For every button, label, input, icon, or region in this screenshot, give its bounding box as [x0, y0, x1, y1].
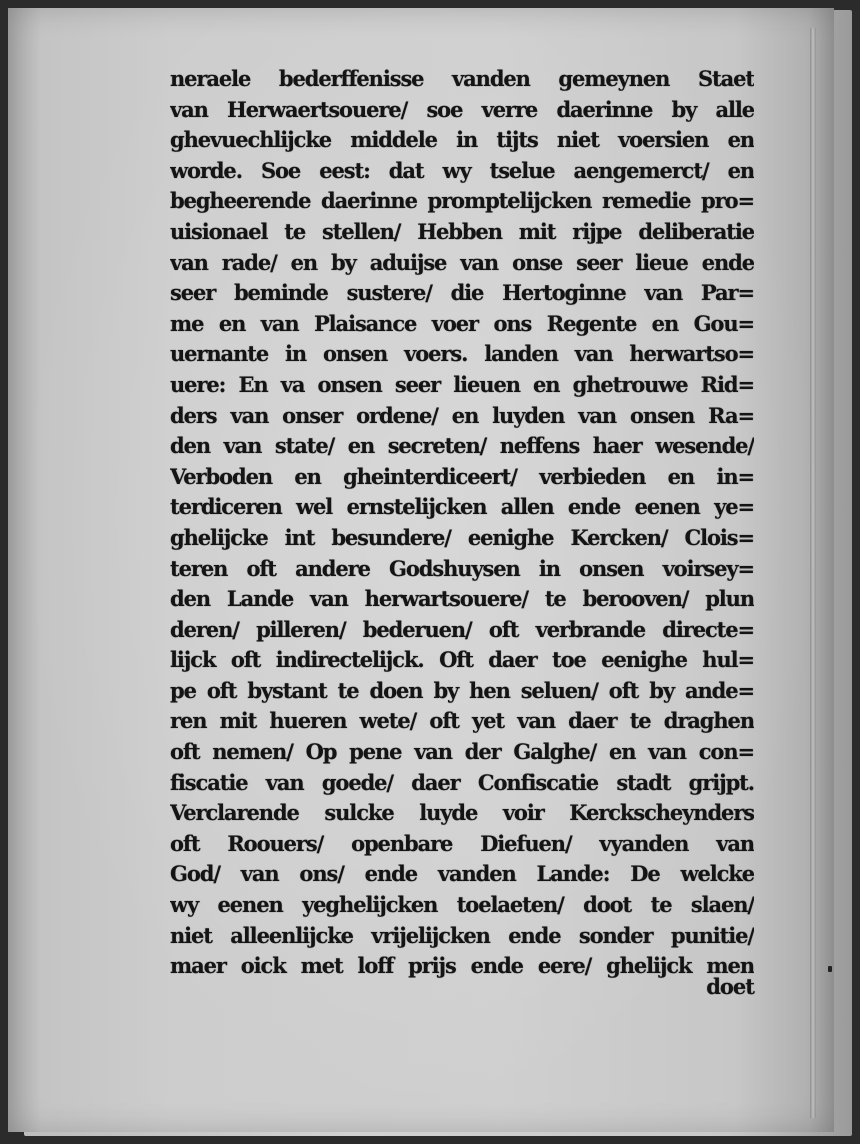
text-line-28: wy eenen yeghelijcken toelaeten/ doot te slaen/ — [170, 892, 754, 918]
page-fold-shadow — [810, 28, 816, 1118]
text-line-17: teren oft andere Godshuysen in onsen voirsey= — [170, 555, 754, 581]
text-line-27: God/ van ons/ ende vanden Lande: De welcke — [170, 861, 754, 887]
text-line-14: Verboden en gheinterdiceert/ verbieden en in= — [170, 463, 754, 489]
text-line-24: fiscatie van goede/ daer Confiscatie stadt grijpt. — [170, 769, 754, 795]
text-line-13: den van state/ en secreten/ neffens haer wesende/ — [170, 433, 754, 459]
text-line-8: seer beminde sustere/ die Hertoginne van Par= — [170, 280, 754, 306]
text-line-4: worde. Soe eest: dat wy tselue aengemerct/ en — [170, 157, 754, 183]
text-line-20: lijck oft indirectelijck. Oft daer toe eenighe hul= — [170, 647, 754, 673]
margin-ink-mark — [828, 966, 832, 972]
text-line-23: oft nemen/ Op pene van der Galghe/ en van con= — [170, 739, 754, 765]
text-line-2: van Herwaertsouere/ soe verre daerinne by alle — [170, 96, 754, 122]
text-line-25: Verclarende sulcke luyde voir Kerckscheynders — [170, 800, 754, 826]
catchword: doet — [706, 974, 754, 999]
text-line-22: ren mit hueren wete/ oft yet van daer te draghen — [170, 708, 754, 734]
text-line-9: me en van Plaisance voer ons Regente en Gou= — [170, 310, 754, 336]
printed-page — [8, 8, 834, 1132]
text-line-5: begheerende daerinne promptelijcken remedie pro= — [170, 188, 754, 214]
body-text-block — [170, 64, 754, 982]
text-line-15: terdiceren wel ernstelijcken allen ende eenen ye= — [170, 494, 754, 520]
text-line-6: uisionael te stellen/ Hebben mit rijpe deliberatie — [170, 218, 754, 244]
text-line-12: ders van onser ordene/ en luyden van onsen Ra= — [170, 402, 754, 428]
text-line-1: neraele bederffenisse vanden gemeynen Staet — [170, 66, 754, 91]
text-line-26: oft Roouers/ openbare Diefuen/ vyanden van — [170, 830, 754, 856]
text-line-16: ghelijcke int besundere/ eenighe Kercken/ Clois= — [170, 524, 754, 550]
text-line-10: uernante in onsen voers. landen van herwartso= — [170, 341, 754, 367]
text-line-11: uere: En va onsen seer lieuen en ghetrouwe Rid= — [170, 371, 754, 397]
text-line-7: van rade/ en by aduijse van onse seer lieue ende — [170, 249, 754, 275]
text-line-3: ghevuechlijcke middele in tijts niet voersien en — [170, 127, 754, 153]
text-line-30: maer oick met loff prijs ende eere/ ghelijck men — [170, 953, 754, 979]
text-line-19: deren/ pilleren/ bederuen/ oft verbrande directe= — [170, 616, 754, 642]
text-line-21: pe oft bystant te doen by hen seluen/ oft by ande= — [170, 677, 754, 703]
text-line-29: niet alleenlijcke vrijelijcken ende sonder punitie/ — [170, 922, 754, 948]
text-line-18: den Lande van herwartsouere/ te berooven/ plun — [170, 586, 754, 612]
